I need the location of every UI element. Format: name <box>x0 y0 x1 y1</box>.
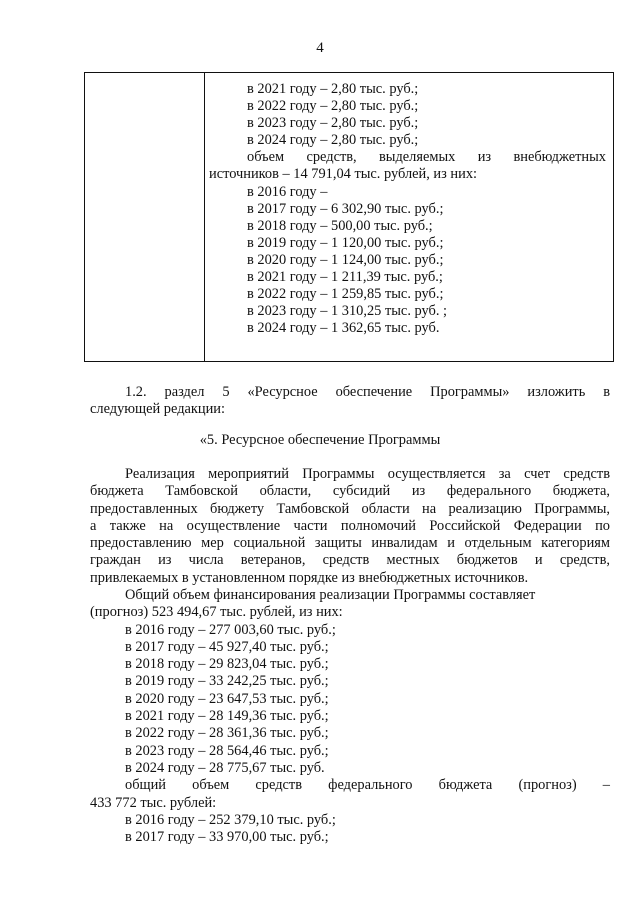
federal-budget-block <box>90 777 610 846</box>
table-line: в 2021 году – 2,80 тыс. руб.; <box>247 81 419 97</box>
page-number: 4 <box>316 40 324 56</box>
extrabudget-heading-line2: источников – 14 791,04 тыс. рублей, из них: <box>209 166 478 183</box>
list-item: в 2017 году – 45 927,40 тыс. руб.; <box>125 638 329 655</box>
extrabudget-heading-line1: объем средств, выделяемых из внебюджетных <box>247 149 606 166</box>
table-line: в 2016 году – <box>247 183 328 200</box>
total-funding-line2: (прогноз) 523 494,67 тыс. рублей, из них: <box>90 604 343 621</box>
table-line: в 2018 году – 500,00 тыс. руб.; <box>247 217 433 234</box>
paragraph-line: бюджета Тамбовской области, субсидий из федерального бюджета, <box>90 483 610 500</box>
total-funding-line1: Общий объем финансирования реализации Программы составляет <box>125 587 536 603</box>
federal-budget-list <box>90 812 610 847</box>
paragraph-line: граждан из числа ветеранов, средств местных бюджетов и средств, <box>90 552 610 569</box>
amendment-line1: 1.2. раздел 5 «Ресурсное обеспечение Программы» изложить в <box>125 384 610 400</box>
table-line: в 2020 году – 1 124,00 тыс. руб.; <box>247 251 444 268</box>
list-item: в 2019 году – 33 242,25 тыс. руб.; <box>125 673 329 690</box>
implementation-paragraph <box>90 466 610 587</box>
paragraph-line: привлекаемых в установленном порядке из внебюджетных источников. <box>90 569 529 586</box>
table-line: в 2019 году – 1 120,00 тыс. руб.; <box>247 234 444 251</box>
table-line: в 2023 году – 2,80 тыс. руб.; <box>247 115 419 132</box>
table-line: в 2022 году – 1 259,85 тыс. руб.; <box>247 286 444 303</box>
table-cell-content <box>209 81 606 337</box>
table-line: в 2022 году – 2,80 тыс. руб.; <box>247 98 419 115</box>
federal-budget-line2: 433 772 тыс. рублей: <box>90 794 217 811</box>
list-item: в 2016 году – 277 003,60 тыс. руб.; <box>125 621 336 638</box>
table-line: в 2017 году – 6 302,90 тыс. руб.; <box>247 200 444 217</box>
table-line: в 2024 году – 1 362,65 тыс. руб. <box>247 320 440 337</box>
total-funding-list <box>90 622 610 778</box>
list-item: в 2020 году – 23 647,53 тыс. руб.; <box>125 690 329 707</box>
paragraph-line: Реализация мероприятий Программы осуществляется за счет средств <box>125 466 610 482</box>
list-item: в 2022 году – 28 361,36 тыс. руб.; <box>125 725 329 742</box>
list-item: в 2023 году – 28 564,46 тыс. руб.; <box>125 742 329 759</box>
amendment-paragraph <box>90 384 610 419</box>
list-item: в 2017 году – 33 970,00 тыс. руб.; <box>125 829 329 846</box>
list-item: в 2021 году – 28 149,36 тыс. руб.; <box>125 708 329 725</box>
funding-table <box>84 72 614 362</box>
federal-budget-line1: общий объем средств федерального бюджета (прогноз) – <box>125 777 610 794</box>
table-line: в 2024 году – 2,80 тыс. руб.; <box>247 132 419 149</box>
total-funding-paragraph <box>90 587 610 846</box>
amendment-line2: следующей редакции: <box>90 401 225 418</box>
paragraph-line: а также на осуществление части полномочий Российской Федерации по <box>90 517 610 534</box>
table-line: в 2021 году – 1 211,39 тыс. руб.; <box>247 269 443 286</box>
paragraph-line: предоставленных бюджету Тамбовской области на реализацию Программы, <box>90 500 610 517</box>
paragraph-line: предоставлению мер социальной защиты инвалидам и отдельным категориям <box>90 535 610 552</box>
list-item: в 2024 году – 28 775,67 тыс. руб. <box>125 759 325 776</box>
table-line: в 2023 году – 1 310,25 тыс. руб. ; <box>247 303 448 320</box>
list-item: в 2016 году – 252 379,10 тыс. руб.; <box>125 811 336 828</box>
table-column-divider <box>204 73 205 361</box>
list-item: в 2018 году – 29 823,04 тыс. руб.; <box>125 656 329 673</box>
section-heading: «5. Ресурсное обеспечение Программы <box>199 432 441 448</box>
